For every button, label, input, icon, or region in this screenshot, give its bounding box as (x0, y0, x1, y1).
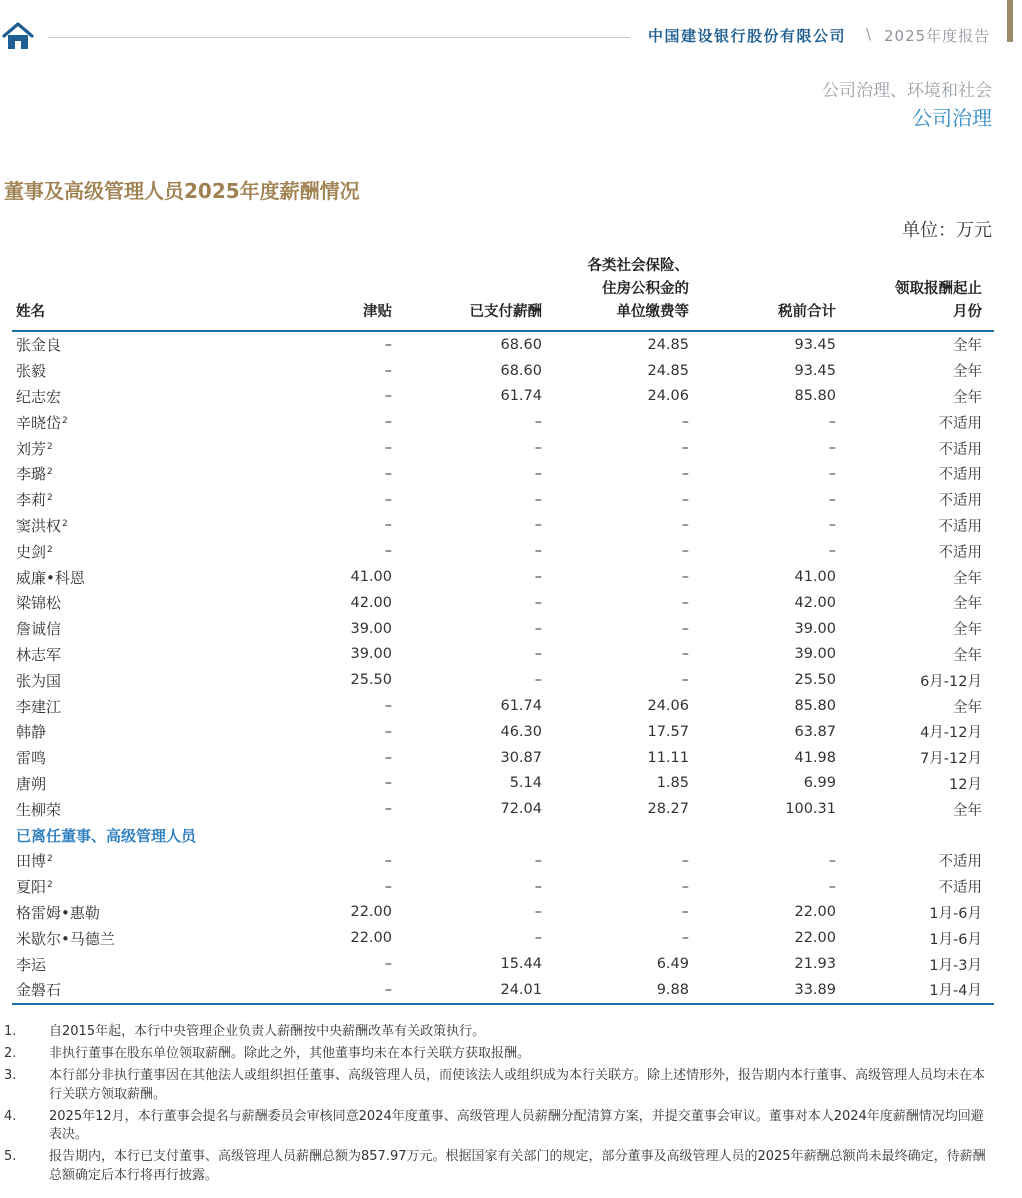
person-name: 李建江 (16, 697, 62, 716)
footnote-text: 自2015年起，本行中央管理企业负责人薪酬按中央薪酬改革有关政策执行。 (49, 1024, 486, 1039)
table-row (12, 331, 994, 358)
cell-insurance: 24.85 (647, 336, 689, 353)
person-name: 林志军 (16, 645, 62, 664)
person-name: 生柳荣 (16, 800, 62, 819)
cell-insurance: – (681, 569, 689, 586)
cell-period: 1月-4月 (848, 977, 994, 1004)
cell-period: 全年 (953, 338, 982, 355)
cell-pretax: 42.00 (794, 594, 836, 611)
section-title[interactable]: 公司治理 (912, 106, 992, 130)
cell-period: 全年 (953, 622, 982, 639)
cell-insurance: 24.06 (647, 698, 689, 715)
table-body (12, 331, 994, 1004)
cell-insurance: – (681, 517, 689, 534)
footnote-number: 5. (4, 1149, 17, 1164)
header-accent-bar (1007, 0, 1013, 42)
cell-period: 不适用 (938, 415, 982, 432)
cell-period: 全年 (953, 570, 982, 587)
cell-paid: 68.60 (500, 362, 542, 379)
cell-period: 全年 (953, 647, 982, 664)
cell-allowance: – (384, 749, 392, 766)
footnote-number: 3. (4, 1068, 17, 1083)
cell-name (12, 925, 274, 951)
cell-period: 7月-12月 (920, 751, 982, 768)
cell-paid: – (534, 904, 542, 921)
col-header-insurance-line: 单位缴费等 (616, 304, 689, 320)
cell-allowance: – (384, 517, 392, 534)
cell-paid: 72.04 (500, 801, 542, 818)
cell-pretax: 25.50 (794, 672, 836, 689)
cell-period: 4月-12月 (920, 725, 982, 742)
cell-name (12, 564, 274, 590)
col-header-paid: 已支付薪酬 (404, 255, 554, 331)
footnote-text: 2025年12月，本行董事会提名与薪酬委员会审核同意2024年度董事、高级管理人员薪酬分配清算方案，并提交董事会审议。董事对本人2024年度薪酬情况均回避表决。 (49, 1108, 984, 1142)
footnote-text: 本行部分非执行董事因在其他法人或组织担任董事、高级管理人员，而使该法人或组织成为本行关联方。除上述情形外，报告期内本行董事、高级管理人员均未在本行关联方领取薪酬。 (49, 1068, 986, 1102)
group-label: 已离任董事、高级管理人员 (16, 826, 197, 845)
col-header-insurance (554, 255, 701, 331)
cell-allowance: 42.00 (350, 594, 392, 611)
cell-paid: – (534, 465, 542, 482)
cell-paid: 24.01 (404, 977, 554, 1004)
cell-pretax: – (828, 465, 836, 482)
cell-allowance: 22.00 (350, 930, 392, 947)
cell-insurance: – (681, 414, 689, 431)
cell-insurance: 24.85 (647, 362, 689, 379)
cell-period: 12月 (949, 776, 982, 793)
cell-paid: 61.74 (500, 698, 542, 715)
cell-name (12, 461, 274, 487)
cell-pretax: – (828, 878, 836, 895)
table-row (12, 977, 994, 1004)
person-name: 威廉•科恩 (16, 568, 85, 587)
col-header-pretax: 税前合计 (701, 255, 848, 331)
cell-name (12, 642, 274, 668)
table-header-row (12, 255, 994, 331)
cell-pretax: 41.00 (794, 569, 836, 586)
cell-insurance: – (681, 491, 689, 508)
footnote-marker: 2 (47, 880, 53, 891)
footnote-text: 非执行董事在股东单位领取薪酬。除此之外，其他董事均未在本行关联方获取报酬。 (49, 1046, 531, 1061)
cell-paid: 30.87 (500, 749, 542, 766)
cell-insurance: 24.06 (647, 388, 689, 405)
group-row-former (12, 822, 994, 848)
cell-period: 1月-6月 (929, 931, 982, 948)
cell-pretax: – (828, 414, 836, 431)
cell-period: 全年 (953, 389, 982, 406)
footnote-number: 4. (4, 1108, 17, 1124)
cell-insurance: 1.85 (656, 775, 689, 792)
cell-pretax: 22.00 (794, 904, 836, 921)
cell-name (12, 435, 274, 461)
cell-period: 不适用 (938, 880, 982, 897)
table-row (12, 487, 994, 513)
person-name: 韩静 (16, 723, 47, 742)
cell-insurance: – (681, 465, 689, 482)
cell-name (12, 745, 274, 771)
cell-name (12, 693, 274, 719)
footnote-marker: 2 (62, 415, 68, 426)
cell-paid: – (534, 440, 542, 457)
cell-insurance: 11.11 (647, 749, 689, 766)
cell-pretax: 63.87 (794, 723, 836, 740)
footnote-text: 报告期内，本行已支付董事、高级管理人员薪酬总额为857.97万元。根据国家有关部门的规定，部分董事及高级管理人员的2025年薪酬总额尚未最终确定，待薪酬总额确定后本行将再行披露。 (49, 1149, 986, 1183)
person-name: 李莉 (16, 491, 47, 510)
cell-allowance: – (384, 801, 392, 818)
cell-pretax: – (828, 517, 836, 534)
col-header-insurance-line: 住房公积金的 (602, 281, 689, 297)
unit-label: 单位：万元 (902, 220, 992, 241)
cell-pretax: 21.93 (794, 956, 836, 973)
footnote-marker: 2 (62, 518, 68, 529)
cell-paid: 5.14 (509, 775, 542, 792)
person-name: 梁锦松 (16, 594, 62, 613)
cell-insurance: 17.57 (647, 723, 689, 740)
cell-name (12, 590, 274, 616)
table-row (12, 925, 994, 951)
cell-period: 全年 (953, 802, 982, 819)
cell-name (12, 358, 274, 384)
table-row (12, 848, 994, 874)
table-row (12, 796, 994, 822)
person-name: 米歇尔•马德兰 (16, 929, 115, 948)
person-name: 格雷姆•惠勒 (16, 903, 100, 922)
col-header-allowance: 津贴 (274, 255, 404, 331)
cell-insurance: – (681, 440, 689, 457)
person-name: 史剑 (16, 542, 47, 561)
footnote-item (4, 1067, 996, 1104)
cell-allowance: – (384, 440, 392, 457)
cell-pretax: 41.98 (794, 749, 836, 766)
footnote-item (4, 1045, 996, 1064)
cell-name (12, 796, 274, 822)
footnote-number: 1. (4, 1024, 17, 1039)
footnote-item (4, 1023, 996, 1042)
table-row (12, 564, 994, 590)
cell-pretax: – (828, 440, 836, 457)
footnote-marker: 2 (47, 441, 53, 452)
cell-allowance: – (384, 878, 392, 895)
footnote-item (4, 1108, 996, 1145)
table-row (12, 874, 994, 900)
cell-paid: – (534, 491, 542, 508)
cell-pretax: – (828, 491, 836, 508)
cell-name (12, 719, 274, 745)
cell-period: 1月-6月 (929, 905, 982, 922)
table-row (12, 667, 994, 693)
table-row (12, 642, 994, 668)
table-row (12, 384, 994, 410)
cell-paid: – (534, 646, 542, 663)
cell-allowance: – (384, 543, 392, 560)
cell-insurance: – (681, 620, 689, 637)
col-header-period-line: 领取报酬起止 (895, 281, 982, 297)
cell-pretax: 85.80 (794, 698, 836, 715)
cell-insurance: 9.88 (554, 977, 701, 1004)
cell-paid: – (534, 852, 542, 869)
cell-insurance: – (681, 646, 689, 663)
footnote-marker: 2 (47, 544, 53, 555)
person-name: 唐朔 (16, 774, 47, 793)
cell-paid: – (534, 569, 542, 586)
cell-allowance: – (384, 491, 392, 508)
cell-paid: – (534, 672, 542, 689)
cell-allowance: – (384, 388, 392, 405)
cell-period: 不适用 (938, 544, 982, 561)
cell-pretax: 6.99 (803, 775, 836, 792)
cell-paid: 61.74 (500, 388, 542, 405)
person-name: 金磐石 (16, 981, 62, 1000)
table-row (12, 771, 994, 797)
cell-allowance: – (384, 336, 392, 353)
cell-allowance: 39.00 (350, 646, 392, 663)
cell-allowance: 41.00 (350, 569, 392, 586)
cell-insurance: – (681, 878, 689, 895)
table-row (12, 358, 994, 384)
cell-period: 不适用 (938, 467, 982, 484)
cell-name (12, 848, 274, 874)
table-row (12, 616, 994, 642)
cell-insurance: 6.49 (656, 956, 689, 973)
cell-allowance: 22.00 (350, 904, 392, 921)
cell-allowance: – (384, 698, 392, 715)
cell-name (12, 900, 274, 926)
cell-insurance: – (681, 672, 689, 689)
footnote-marker: 2 (47, 493, 53, 504)
table-row (12, 538, 994, 564)
cell-paid: 46.30 (500, 723, 542, 740)
person-name: 辛晓岱 (16, 413, 62, 432)
table-row (12, 951, 994, 977)
cell-paid: 68.60 (500, 336, 542, 353)
cell-name (12, 771, 274, 797)
cell-insurance: – (681, 852, 689, 869)
person-name: 张金良 (16, 336, 62, 355)
cell-paid: – (534, 878, 542, 895)
cell-pretax: 33.89 (701, 977, 848, 1004)
cell-name (12, 513, 274, 539)
person-name: 李运 (16, 955, 47, 974)
cell-pretax: 22.00 (794, 930, 836, 947)
cell-name (12, 667, 274, 693)
cell-pretax: 85.80 (794, 388, 836, 405)
cell-allowance: 39.00 (350, 620, 392, 637)
cell-period: 不适用 (938, 441, 982, 458)
cell-name (12, 874, 274, 900)
cell-pretax: 93.45 (794, 362, 836, 379)
table-row (12, 745, 994, 771)
col-header-insurance-line: 各类社会保险、 (587, 258, 689, 274)
person-name: 纪志宏 (16, 387, 62, 406)
cell-period: 1月-3月 (929, 957, 982, 974)
cell-allowance: – (384, 956, 392, 973)
col-header-name: 姓名 (12, 255, 274, 331)
cell-pretax: – (828, 543, 836, 560)
footnotes (4, 1023, 996, 1189)
cell-insurance: – (681, 930, 689, 947)
cell-insurance: – (681, 904, 689, 921)
cell-allowance: 25.50 (350, 672, 392, 689)
cell-paid: – (534, 543, 542, 560)
footnote-marker: 2 (47, 467, 53, 478)
cell-pretax: 39.00 (794, 646, 836, 663)
person-name: 夏阳 (16, 878, 47, 897)
person-name: 刘芳 (16, 439, 47, 458)
cell-name (12, 384, 274, 410)
cell-allowance: – (384, 723, 392, 740)
person-name: 詹诚信 (16, 620, 62, 639)
home-icon[interactable] (2, 20, 34, 52)
cell-period: 不适用 (938, 518, 982, 535)
cell-allowance: – (384, 362, 392, 379)
report-title[interactable]: 2025年度报告 (884, 27, 991, 45)
cell-paid: – (534, 414, 542, 431)
cell-insurance: – (681, 543, 689, 560)
person-name: 张为国 (16, 671, 62, 690)
table-row (12, 435, 994, 461)
table-title: 董事及高级管理人员2025年度薪酬情况 (4, 179, 360, 203)
person-name: 雷鸣 (16, 749, 47, 768)
cell-pretax: 39.00 (794, 620, 836, 637)
cell-insurance: – (681, 594, 689, 611)
cell-name (12, 977, 274, 1004)
person-name: 田博 (16, 852, 47, 871)
table-row (12, 590, 994, 616)
cell-pretax: 93.45 (794, 336, 836, 353)
bank-name[interactable]: 中国建设银行股份有限公司 (648, 27, 847, 45)
cell-pretax: – (828, 852, 836, 869)
compensation-table (12, 255, 994, 1005)
person-name: 李璐 (16, 465, 47, 484)
person-name: 张毅 (16, 362, 47, 381)
page-header (0, 0, 1022, 70)
col-header-period-line: 月份 (953, 304, 982, 320)
footnote-number: 2. (4, 1046, 17, 1061)
footnote-marker: 2 (47, 854, 53, 865)
cell-name (12, 487, 274, 513)
col-header-period (848, 255, 994, 331)
table-row (12, 900, 994, 926)
cell-allowance: – (384, 852, 392, 869)
cell-insurance: 28.27 (647, 801, 689, 818)
cell-name (12, 409, 274, 435)
cell-paid: – (534, 930, 542, 947)
person-name: 窦洪权 (16, 516, 62, 535)
cell-paid: – (534, 594, 542, 611)
cell-pretax: 100.31 (785, 801, 836, 818)
cell-period: 全年 (953, 364, 982, 381)
table-row (12, 693, 994, 719)
cell-paid: – (534, 620, 542, 637)
cell-period: 6月-12月 (920, 673, 982, 690)
section-subtitle[interactable]: 公司治理、环境和社会 (822, 81, 992, 101)
cell-name (12, 951, 274, 977)
header-separator: \ (866, 25, 872, 43)
table-row (12, 719, 994, 745)
cell-period: 不适用 (938, 854, 982, 871)
cell-name (12, 331, 274, 358)
table-row (12, 409, 994, 435)
footnote-item (4, 1148, 996, 1185)
header-rule (48, 37, 630, 38)
cell-allowance: – (384, 775, 392, 792)
cell-allowance: – (384, 465, 392, 482)
cell-period: 不适用 (938, 493, 982, 510)
cell-paid: – (534, 517, 542, 534)
cell-period: 全年 (953, 699, 982, 716)
cell-allowance: – (274, 977, 404, 1004)
cell-paid: 15.44 (500, 956, 542, 973)
cell-name (12, 616, 274, 642)
table-row (12, 513, 994, 539)
table-row (12, 461, 994, 487)
cell-period: 全年 (953, 596, 982, 613)
cell-allowance: – (384, 414, 392, 431)
cell-name (12, 538, 274, 564)
